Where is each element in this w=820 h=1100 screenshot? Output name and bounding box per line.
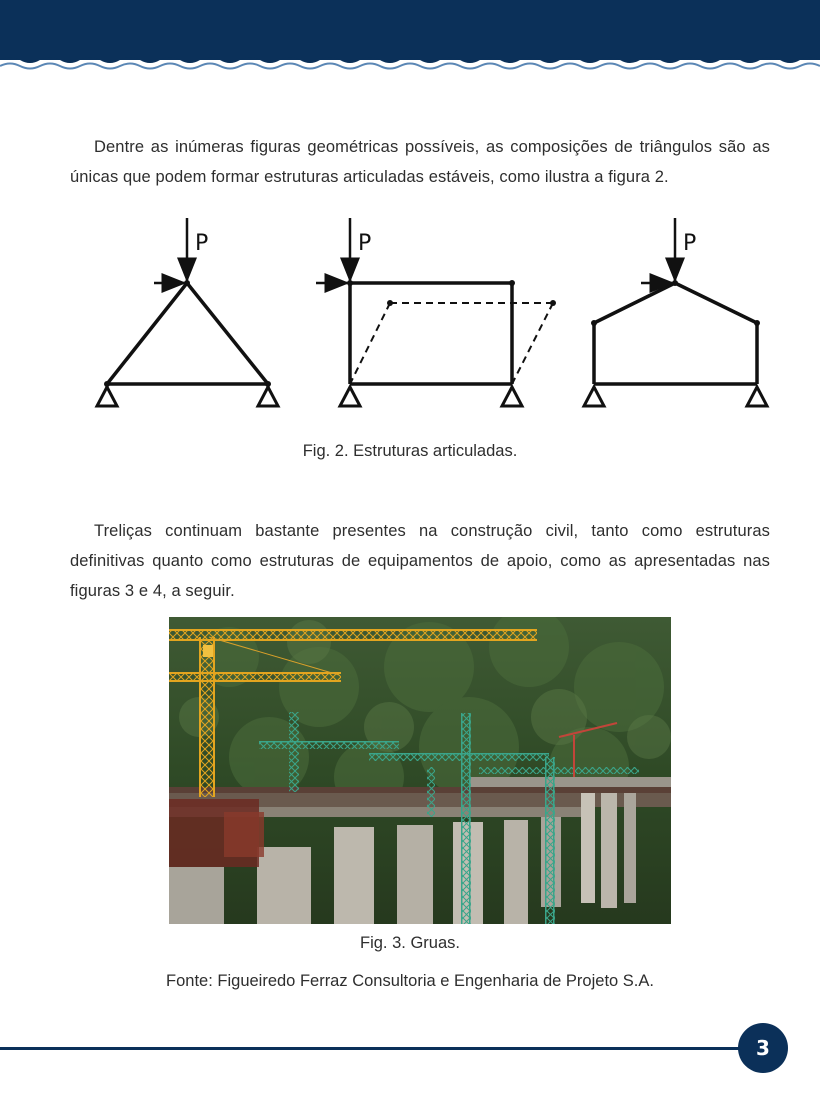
second-paragraph: Treliças continuam bastante presentes na construção civil, tanto como estruturas definitivas quanto como estruturas de equipamentos de apoio, como as apresentadas nas figuras 3 e 4, a seguir.	[70, 522, 770, 600]
support-icon	[97, 387, 117, 406]
rectangle-load-label: P	[358, 231, 372, 256]
support-icon	[258, 387, 278, 406]
support-icon	[747, 387, 767, 406]
figure-3-photo	[169, 617, 671, 924]
figure-3-caption: Fig. 3. Gruas.	[360, 934, 460, 952]
figure-2-diagram	[80, 210, 780, 410]
rectangle-structure	[350, 283, 512, 384]
support-icon	[340, 387, 360, 406]
figure-3-source: Fonte: Figueiredo Ferraz Consultoria e Engenharia de Projeto S.A.	[166, 972, 654, 990]
support-icon	[584, 387, 604, 406]
triangle-load-label: P	[195, 231, 209, 256]
header-wave	[0, 0, 820, 63]
house-structure	[594, 283, 757, 384]
footer-rule	[0, 1047, 740, 1050]
triangle-structure	[107, 283, 268, 384]
house-load-label: P	[683, 231, 697, 256]
header-wave-line	[0, 64, 820, 69]
support-icon	[502, 387, 522, 406]
intro-paragraph: Dentre as inúmeras figuras geométricas possíveis, as composições de triângulos são as únicas que podem formar estruturas articuladas estáveis, como ilustra a figura 2.	[70, 138, 770, 186]
page-number-badge: 3	[738, 1023, 788, 1073]
figure-2-caption: Fig. 2. Estruturas articuladas.	[302, 442, 518, 460]
rectangle-deformed-dashed	[350, 303, 553, 384]
header-band	[0, 0, 820, 72]
